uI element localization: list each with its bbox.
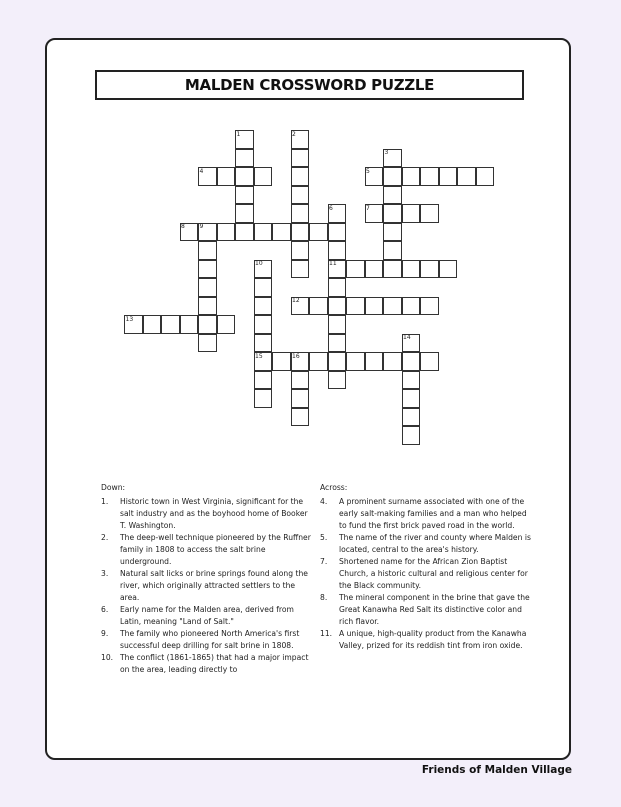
- cell-number: 6: [329, 204, 333, 212]
- clue-text: A prominent surname associated with one of the early salt-making families and a man who helped to fund the first brick paved road in the world.: [339, 497, 527, 530]
- clue-number: 9.: [101, 629, 109, 638]
- crossword-cell[interactable]: [272, 352, 291, 371]
- crossword-cell[interactable]: [291, 167, 310, 186]
- crossword-cell[interactable]: [420, 297, 439, 316]
- crossword-cell[interactable]: [254, 260, 273, 279]
- crossword-cell[interactable]: [161, 315, 180, 334]
- crossword-cell[interactable]: [291, 204, 310, 223]
- crossword-cell[interactable]: [383, 186, 402, 205]
- crossword-cell[interactable]: [254, 352, 273, 371]
- down-clue: [101, 628, 316, 652]
- across-clue: [320, 496, 535, 532]
- crossword-cell[interactable]: [328, 241, 347, 260]
- crossword-cell[interactable]: [235, 204, 254, 223]
- crossword-cell[interactable]: [402, 204, 421, 223]
- crossword-cell[interactable]: [383, 297, 402, 316]
- crossword-cell[interactable]: [291, 260, 310, 279]
- crossword-cell[interactable]: [291, 371, 310, 390]
- clue-text: A unique, high-quality product from the Kanawha Valley, prized for its reddish tint from iron oxide.: [339, 629, 527, 650]
- crossword-cell[interactable]: [365, 352, 384, 371]
- crossword-cell[interactable]: [309, 297, 328, 316]
- crossword-cell[interactable]: [328, 223, 347, 242]
- crossword-cell[interactable]: [291, 186, 310, 205]
- crossword-cell[interactable]: [291, 389, 310, 408]
- crossword-cell[interactable]: [291, 149, 310, 168]
- cell-number: 13: [125, 315, 134, 323]
- crossword-cell[interactable]: [291, 241, 310, 260]
- across-clue: [320, 592, 535, 628]
- clue-text: The family who pioneered North America's first successful deep drilling for salt brine in 1808.: [120, 629, 300, 650]
- clue-number: 11.: [320, 629, 333, 638]
- crossword-cell[interactable]: [291, 297, 310, 316]
- crossword-cell[interactable]: [420, 260, 439, 279]
- crossword-cell[interactable]: [235, 149, 254, 168]
- down-clue: [101, 652, 316, 676]
- crossword-cell[interactable]: [235, 130, 254, 149]
- crossword-cell[interactable]: [402, 297, 421, 316]
- crossword-cell[interactable]: [402, 408, 421, 427]
- crossword-cell[interactable]: [328, 334, 347, 353]
- crossword-cell[interactable]: [180, 223, 199, 242]
- crossword-cell[interactable]: [198, 167, 217, 186]
- clue-text: The conflict (1861-1865) that had a major impact on the area, leading directly to: [120, 653, 309, 674]
- crossword-cell[interactable]: [439, 260, 458, 279]
- page-title: MALDEN CROSSWORD PUZZLE: [184, 76, 435, 94]
- crossword-cell[interactable]: [291, 130, 310, 149]
- crossword-cell[interactable]: [420, 167, 439, 186]
- crossword-cell[interactable]: [291, 223, 310, 242]
- down-clue: [101, 604, 316, 628]
- clue-number: 10.: [101, 653, 114, 662]
- across-clues: [320, 482, 535, 652]
- clue-text: The name of the river and county where Malden is located, central to the area's history.: [339, 533, 531, 554]
- crossword-cell[interactable]: [346, 260, 365, 279]
- crossword-cell[interactable]: [254, 334, 273, 353]
- crossword-cell[interactable]: [365, 167, 384, 186]
- crossword-cell[interactable]: [346, 297, 365, 316]
- crossword-cell[interactable]: [402, 334, 421, 353]
- crossword-cell[interactable]: [402, 167, 421, 186]
- crossword-cell[interactable]: [254, 278, 273, 297]
- clue-number: 6.: [101, 605, 109, 614]
- crossword-cell[interactable]: [291, 352, 310, 371]
- cell-number: 15: [255, 352, 263, 360]
- crossword-cell[interactable]: [328, 371, 347, 390]
- crossword-cell[interactable]: [365, 260, 384, 279]
- crossword-cell[interactable]: [439, 167, 458, 186]
- clue-number: 2.: [101, 533, 109, 542]
- clue-text: Early name for the Malden area, derived from Latin, meaning "Land of Salt.": [120, 605, 294, 626]
- across-heading: Across:: [320, 483, 348, 492]
- crossword-cell[interactable]: [143, 315, 162, 334]
- crossword-cell[interactable]: [309, 352, 328, 371]
- crossword-cell[interactable]: [235, 167, 254, 186]
- crossword-cell[interactable]: [328, 278, 347, 297]
- crossword-cell[interactable]: [328, 315, 347, 334]
- down-clue: [101, 568, 316, 604]
- cell-number: 7: [366, 204, 370, 212]
- crossword-cell[interactable]: [346, 352, 365, 371]
- crossword-cell[interactable]: [235, 223, 254, 242]
- crossword-cell[interactable]: [383, 223, 402, 242]
- footer-credit: Friends of Malden Village: [421, 764, 572, 776]
- crossword-cell[interactable]: [328, 204, 347, 223]
- clue-number: 8.: [320, 593, 328, 602]
- crossword-cell[interactable]: [254, 371, 273, 390]
- crossword-cell[interactable]: [198, 278, 217, 297]
- clue-number: 5.: [320, 533, 328, 542]
- across-clue: [320, 628, 535, 652]
- cell-number: 11: [329, 260, 337, 267]
- clue-text: The deep-well technique pioneered by the Ruffner family in 1808 to access the salt brine underground.: [120, 533, 311, 566]
- crossword-cell[interactable]: [124, 315, 143, 334]
- crossword-cell[interactable]: [365, 297, 384, 316]
- crossword-cell[interactable]: [198, 334, 217, 353]
- clue-number: 1.: [101, 497, 109, 506]
- crossword-cell[interactable]: [402, 371, 421, 390]
- cell-number: 4: [199, 167, 204, 175]
- cell-number: 1: [236, 130, 241, 138]
- crossword-cell[interactable]: [254, 389, 273, 408]
- cell-number: 16: [292, 352, 300, 360]
- crossword-cell[interactable]: [254, 315, 273, 334]
- crossword-cell[interactable]: [180, 315, 199, 334]
- crossword-cell[interactable]: [328, 297, 347, 316]
- clue-number: 3.: [101, 569, 109, 578]
- crossword-cell[interactable]: [254, 223, 273, 242]
- crossword-cell[interactable]: [383, 352, 402, 371]
- down-clue: [101, 496, 316, 532]
- crossword-cell[interactable]: [383, 241, 402, 260]
- cell-number: 12: [292, 297, 300, 304]
- crossword-cell[interactable]: [328, 260, 347, 279]
- crossword-cell[interactable]: [254, 297, 273, 316]
- crossword-cell[interactable]: [198, 315, 217, 334]
- clue-number: 4.: [320, 497, 328, 506]
- crossword-cell[interactable]: [383, 149, 402, 168]
- clue-text: Shortened name for the African Zion Baptist Church, a historic cultural and religious center for the Black community.: [339, 557, 528, 590]
- crossword-cell[interactable]: [383, 260, 402, 279]
- crossword-cell[interactable]: [217, 223, 236, 242]
- cell-number: 8: [181, 223, 185, 230]
- down-clues: [101, 482, 316, 676]
- clue-text: Natural salt licks or brine springs found along the river, which originally attracted settlers to the area.: [120, 569, 308, 602]
- clue-number: 7.: [320, 557, 328, 566]
- crossword-cell[interactable]: [383, 167, 402, 186]
- crossword-cell[interactable]: [235, 186, 254, 205]
- title-box: [95, 70, 524, 100]
- down-clue: [101, 532, 316, 568]
- crossword-cell[interactable]: [198, 241, 217, 260]
- crossword-cell[interactable]: [402, 260, 421, 279]
- cell-number: 3: [384, 149, 389, 156]
- crossword-cell[interactable]: [420, 352, 439, 371]
- crossword-cell[interactable]: [291, 408, 310, 427]
- across-clue: [320, 532, 535, 556]
- crossword-cell[interactable]: [457, 167, 476, 186]
- crossword-cell[interactable]: [402, 426, 421, 445]
- crossword-cell[interactable]: [402, 389, 421, 408]
- crossword-cell[interactable]: [328, 352, 347, 371]
- crossword-cell[interactable]: [217, 167, 236, 186]
- cell-number: 9: [199, 223, 204, 230]
- cell-number: 2: [292, 130, 296, 138]
- crossword-cell[interactable]: [365, 204, 384, 223]
- cell-number: 5: [366, 167, 370, 175]
- across-clue: [320, 556, 535, 592]
- crossword-cell[interactable]: [198, 260, 217, 279]
- crossword-cell[interactable]: [309, 223, 328, 242]
- cell-number: 14: [403, 334, 411, 341]
- crossword-cell[interactable]: [402, 352, 421, 371]
- crossword-cell[interactable]: [476, 167, 495, 186]
- crossword-cell[interactable]: [383, 204, 402, 223]
- clue-text: Historic town in West Virginia, significant for the salt industry and as the boyhood home of Booker T. Washington.: [120, 497, 308, 530]
- crossword-cell[interactable]: [217, 315, 236, 334]
- crossword-cell[interactable]: [272, 223, 291, 242]
- crossword-cell[interactable]: [420, 204, 439, 223]
- crossword-cell[interactable]: [198, 223, 217, 242]
- crossword-cell[interactable]: [254, 167, 273, 186]
- down-heading: Down:: [101, 483, 126, 492]
- cell-number: 10: [255, 260, 263, 267]
- clue-text: The mineral component in the brine that gave the Great Kanawha Red Salt its distinctive color and rich flavor.: [339, 593, 530, 626]
- crossword-cell[interactable]: [198, 297, 217, 316]
